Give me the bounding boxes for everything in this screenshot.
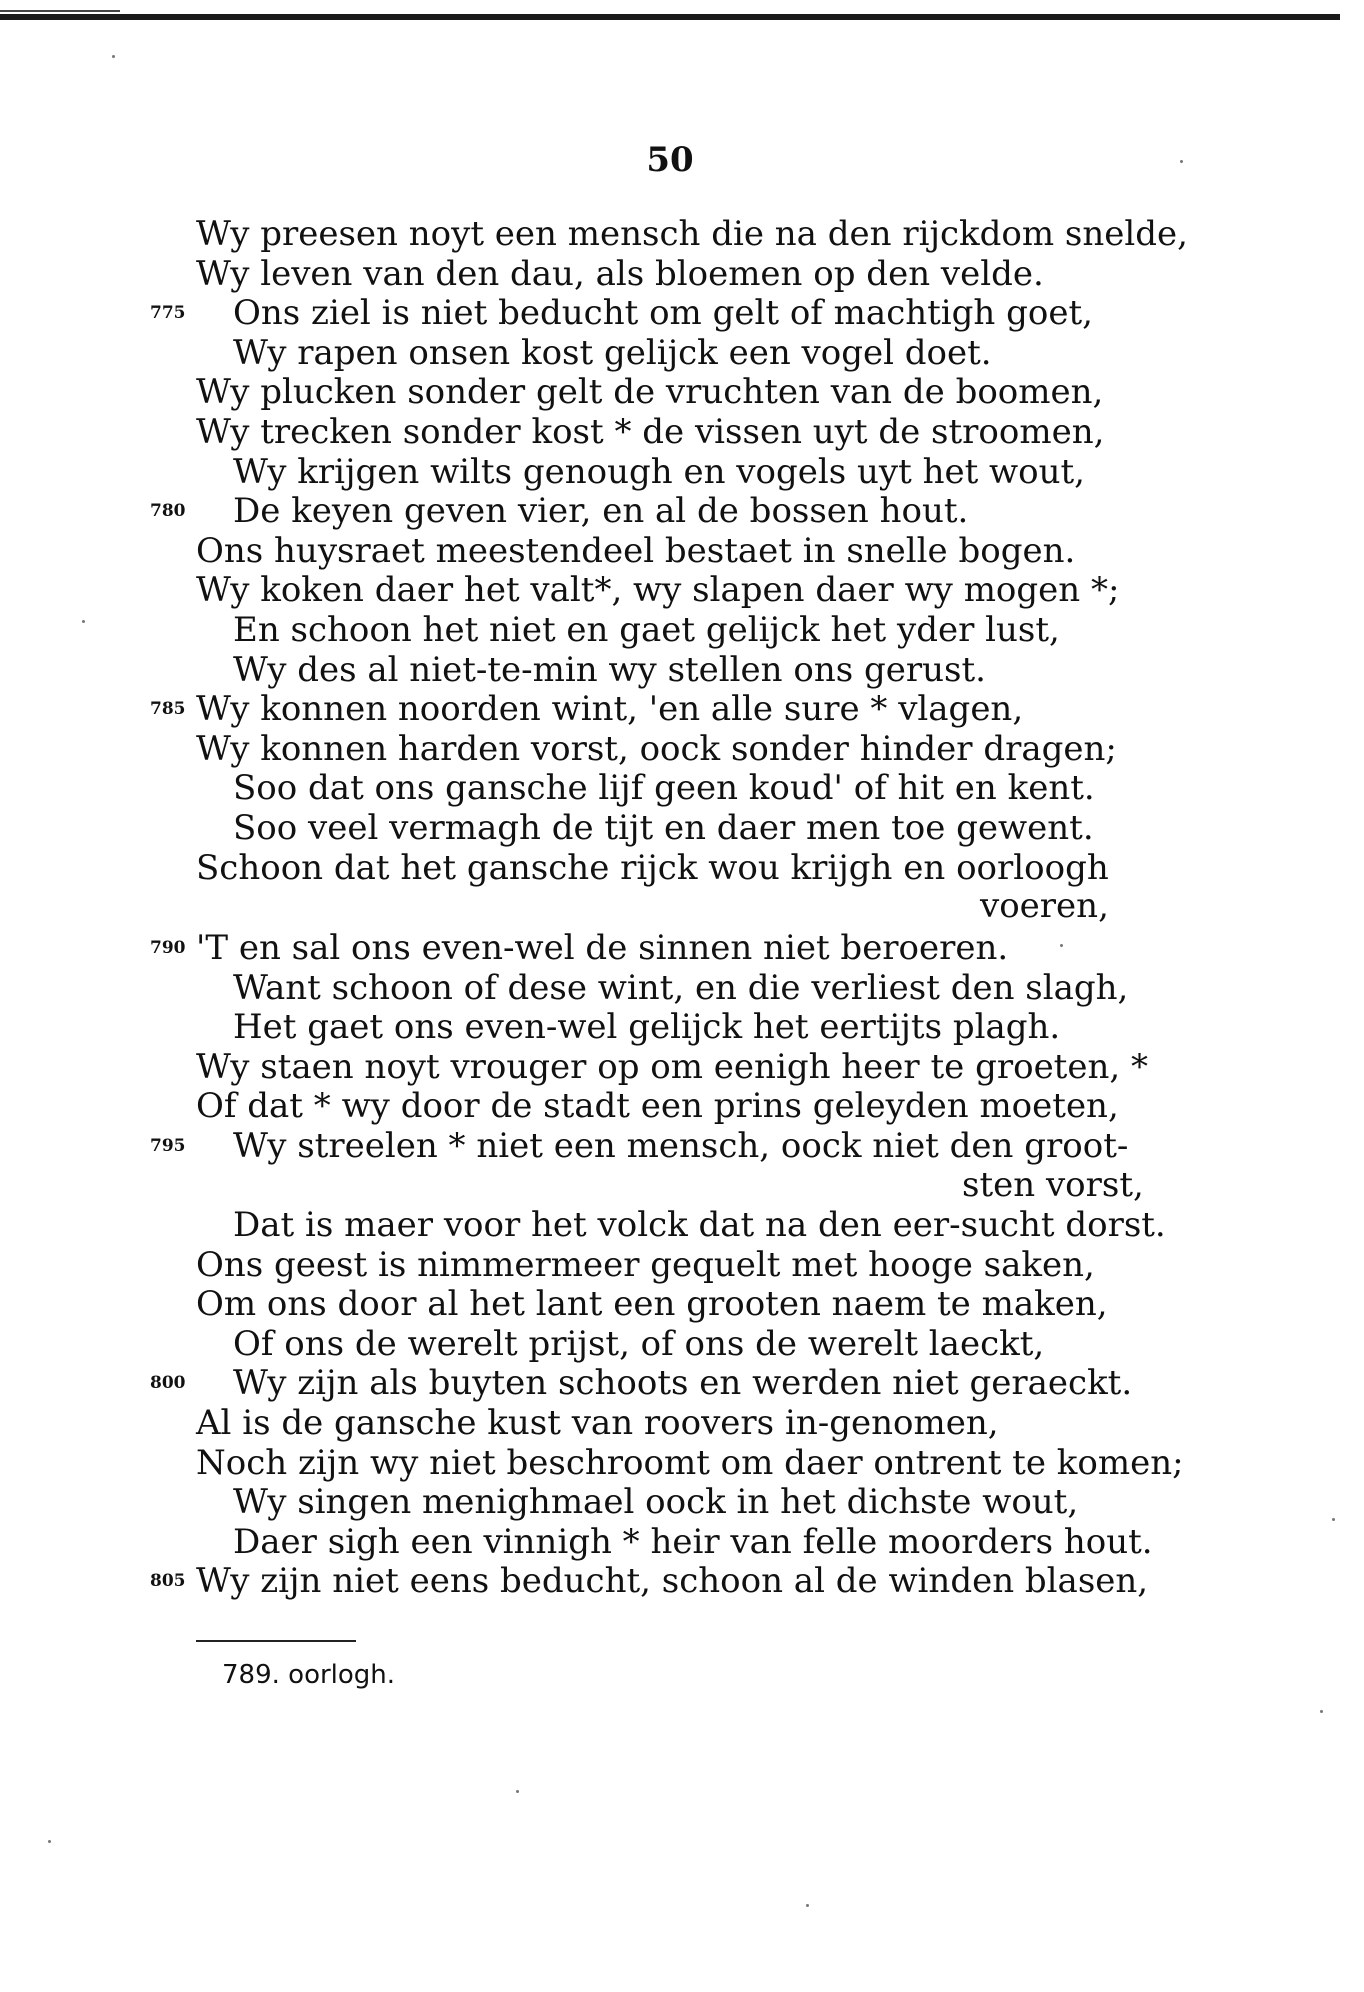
verse-line: Soo dat ons gansche lijf geen koud' of hit en kent.	[233, 768, 1095, 808]
verse-line: Wy staen noyt vrouger op om eenigh heer te groeten, *	[196, 1047, 1148, 1087]
paper-speck	[82, 620, 85, 623]
paper-speck	[112, 55, 115, 58]
line-number: 795	[150, 1136, 186, 1156]
line-number: 790	[150, 938, 186, 958]
verse-line: De keyen geven vier, en al de bossen hout.	[233, 491, 969, 531]
paper-speck	[1320, 1710, 1323, 1713]
verse-line-continuation: voeren,	[980, 886, 1109, 926]
verse-line: Wy konnen noorden wint, 'en alle sure * vlagen,	[196, 689, 1024, 729]
footnote-rule	[196, 1640, 356, 1642]
verse-line: Het gaet ons even-wel gelijck het eertijts plagh.	[233, 1007, 1061, 1047]
verse-line-continuation: sten vorst,	[962, 1165, 1144, 1205]
line-number: 800	[150, 1373, 186, 1393]
verse-line: Of dat * wy door de stadt een prins geleyden moeten,	[196, 1086, 1119, 1126]
verse-line: Ons ziel is niet beducht om gelt of machtigh goet,	[233, 293, 1093, 333]
verse-line: Wy zijn als buyten schoots en werden niet geraeckt.	[233, 1363, 1133, 1403]
paper-speck	[516, 1790, 519, 1793]
paper-speck	[806, 1904, 809, 1907]
verse-line: Wy des al niet-te-min wy stellen ons gerust.	[233, 650, 986, 690]
verse-line: Wy preesen noyt een mensch die na den rijckdom snelde,	[196, 214, 1188, 254]
verse-line: Wy konnen harden vorst, oock sonder hinder dragen;	[196, 729, 1117, 769]
line-number: 775	[150, 303, 186, 323]
verse-line: Wy singen menighmael oock in het dichste wout,	[233, 1482, 1079, 1522]
verse-line: Ons geest is nimmermeer gequelt met hooge saken,	[196, 1245, 1095, 1285]
verse-line: Dat is maer voor het volck dat na den eer-sucht dorst.	[233, 1205, 1166, 1245]
verse-line: Want schoon of dese wint, en die verliest den slagh,	[233, 968, 1129, 1008]
verse-line: Noch zijn wy niet beschroomt om daer ontrent te komen;	[196, 1443, 1184, 1483]
footnote: 789. oorlogh.	[222, 1660, 396, 1690]
verse-line: Wy leven van den dau, als bloemen op den velde.	[196, 254, 1044, 294]
paper-speck	[1180, 160, 1183, 163]
verse-line: 'T en sal ons even-wel de sinnen niet beroeren.	[196, 928, 1009, 968]
paper-speck	[1332, 1518, 1335, 1521]
verse-line: Wy krijgen wilts genough en vogels uyt het wout,	[233, 452, 1085, 492]
line-number: 805	[150, 1571, 186, 1591]
top-rule-thin	[0, 10, 120, 12]
paper-speck	[48, 1840, 51, 1843]
top-rule	[0, 14, 1340, 20]
page-number: 50	[646, 140, 694, 180]
line-number: 785	[150, 699, 186, 719]
verse-line: Wy plucken sonder gelt de vruchten van de boomen,	[196, 372, 1104, 412]
verse-line: Wy streelen * niet een mensch, oock niet den groot-	[233, 1126, 1129, 1166]
verse-line: Wy koken daer het valt*, wy slapen daer wy mogen *;	[196, 570, 1120, 610]
verse-line: Of ons de werelt prijst, of ons de werelt laeckt,	[233, 1324, 1045, 1364]
verse-line: Al is de gansche kust van roovers in-genomen,	[196, 1403, 999, 1443]
verse-line: Wy zijn niet eens beducht, schoon al de winden blasen,	[196, 1561, 1149, 1601]
verse-line: En schoon het niet en gaet gelijck het yder lust,	[233, 610, 1060, 650]
verse-line: Ons huysraet meestendeel bestaet in snelle bogen.	[196, 531, 1076, 571]
paper-speck	[1060, 944, 1063, 947]
verse-line: Wy trecken sonder kost * de vissen uyt de stroomen,	[196, 412, 1105, 452]
verse-line: Om ons door al het lant een grooten naem te maken,	[196, 1284, 1108, 1324]
verse-line: Daer sigh een vinnigh * heir van felle moorders hout.	[233, 1522, 1153, 1562]
line-number: 780	[150, 501, 186, 521]
verse-line: Soo veel vermagh de tijt en daer men toe gewent.	[233, 808, 1094, 848]
verse-line: Schoon dat het gansche rijck wou krijgh en oorloogh	[196, 848, 1109, 888]
verse-line: Wy rapen onsen kost gelijck een vogel doet.	[233, 333, 992, 373]
